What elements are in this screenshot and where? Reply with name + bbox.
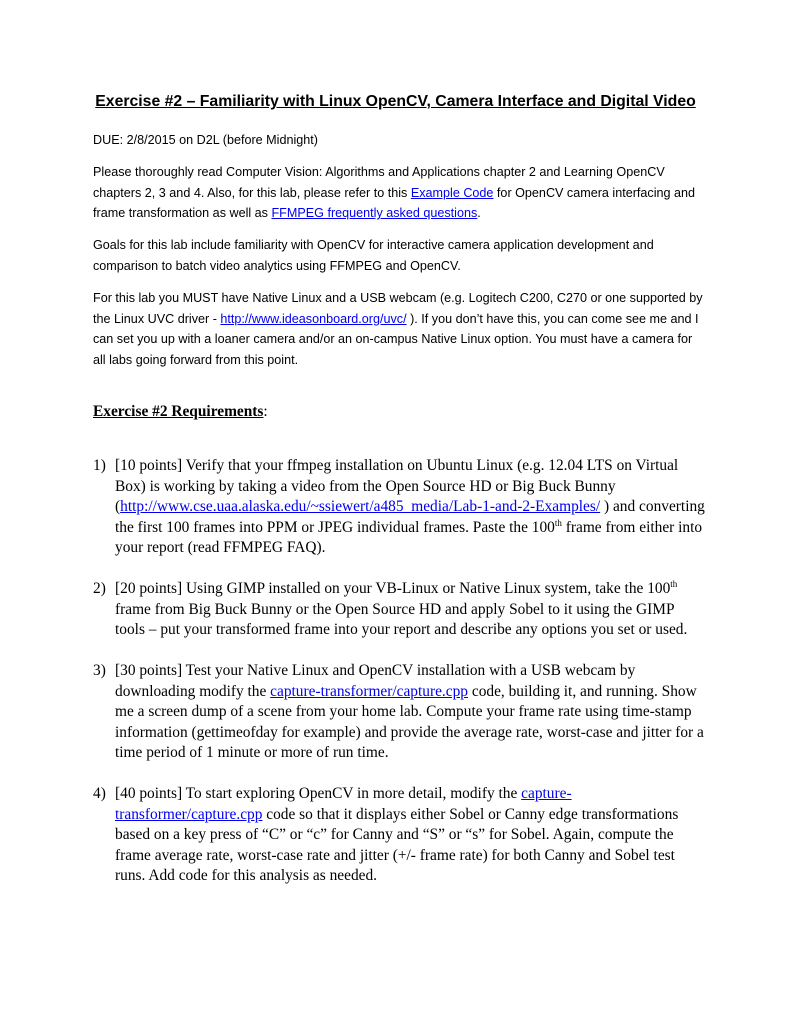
requirements-text-1: For this lab you MUST have Native Linux and a USB webcam (e.g. Logitech C200, C270 or one supported by the Linux UVC driver - [93,291,703,326]
item-text: [10 points] Verify that your ffmpeg installation on Ubuntu Linux (e.g. 12.04 LTS on Virtual Box) is working by taking a video from the Open Source HD or Big Buck Bunny ( [115,457,679,516]
requirements-paragraph [93,288,705,370]
superscript-th: th [670,578,678,589]
list-item [93,456,705,559]
requirements-text-2: ). If you don’t have this, you can come see me and I can set you up with a loaner camera and/or an on-campus Native Linux option. You must have a camera for all labs going forward from this point. [93,311,699,367]
item-text: [40 points] To start exploring OpenCV in more detail, modify the [115,785,522,802]
item-text: frame from either into your report (read FFMPEG FAQ). [115,518,703,557]
reading-text-3: . [477,206,481,220]
item-text: code, building it, and running. Show me a screen dump of a scene from your home lab. Compute your frame rate using time-stamp information (gettimeofday for example) and provide the average rate, worst-case and jitter for a time period of 1 minute or more of run time. [115,682,704,762]
reading-text-2: for OpenCV camera interfacing and frame transformation as well as [93,185,696,220]
item-text: [30 points] Test your Native Linux and OpenCV installation with a USB webcam by downloading modify the [115,662,636,700]
capture-cpp-link[interactable]: capture-transformer/capture.cpp [115,785,572,823]
example-code-link[interactable]: Example Code [410,185,494,200]
ffmpeg-faq-link[interactable]: FFMPEG frequently asked questions [271,206,478,220]
list-item-body [115,579,705,641]
requirements-heading-colon: : [263,403,268,420]
list-item-number: 4) [93,785,106,802]
goals-paragraph: Goals for this lab include familiarity with OpenCV for interactive camera application development and comparison to batch video analytics using FFMPEG and OpenCV. [93,238,654,273]
item-text: ) and converting the first 100 frames into PPM or JPEG individual frames. Paste the 100 [115,498,705,536]
item-text: [20 points] Using GIMP installed on your VB-Linux or Native Linux system, take the 100 [115,580,671,597]
item-text: frame from Big Buck Bunny or the Open Source HD and apply Sobel to it using the GIMP tools – put your transformed frame into your report and describe any options you set or used. [115,600,688,639]
list-item-body [115,784,705,887]
reading-text-1: Please thoroughly read Computer Vision: Algorithms and Applications chapter 2 and Learning OpenCV chapters 2, 3 and 4. Also, for this lab, please refer to this [93,165,665,200]
list-item [93,784,705,887]
item-text: code so that it displays either Sobel or Canny edge transformations based on a key press of “C” or “c” for Canny and “S” or “s” for Sobel. Again, compute the frame average rate, worst-case rate and jitter (+/- frame rate) for both Canny and Sobel test runs. Add code for this analysis as needed. [115,805,679,885]
list-item [93,661,705,764]
list-item-number: 1) [93,457,106,474]
list-item-body [115,661,705,764]
reading-paragraph [93,162,705,224]
superscript-th: th [554,517,562,528]
list-item-number: 3) [93,662,106,679]
requirements-heading [93,402,268,423]
capture-cpp-link[interactable]: capture-transformer/capture.cpp [270,682,469,700]
uvc-driver-link[interactable]: http://www.ideasonboard.org/uvc/ [220,311,407,326]
list-item [93,579,705,641]
requirements-heading-text: Exercise #2 Requirements [93,403,264,420]
document-title: Exercise #2 – Familiarity with Linux OpenCV, Camera Interface and Digital Video [95,93,696,110]
list-item-number: 2) [93,580,106,597]
list-item-body [115,456,705,559]
due-date: DUE: 2/8/2015 on D2L (before Midnight) [93,133,318,147]
examples-link[interactable]: http://www.cse.uaa.alaska.edu/~ssiewert/a485_media/Lab-1-and-2-Examples/ [120,498,601,516]
